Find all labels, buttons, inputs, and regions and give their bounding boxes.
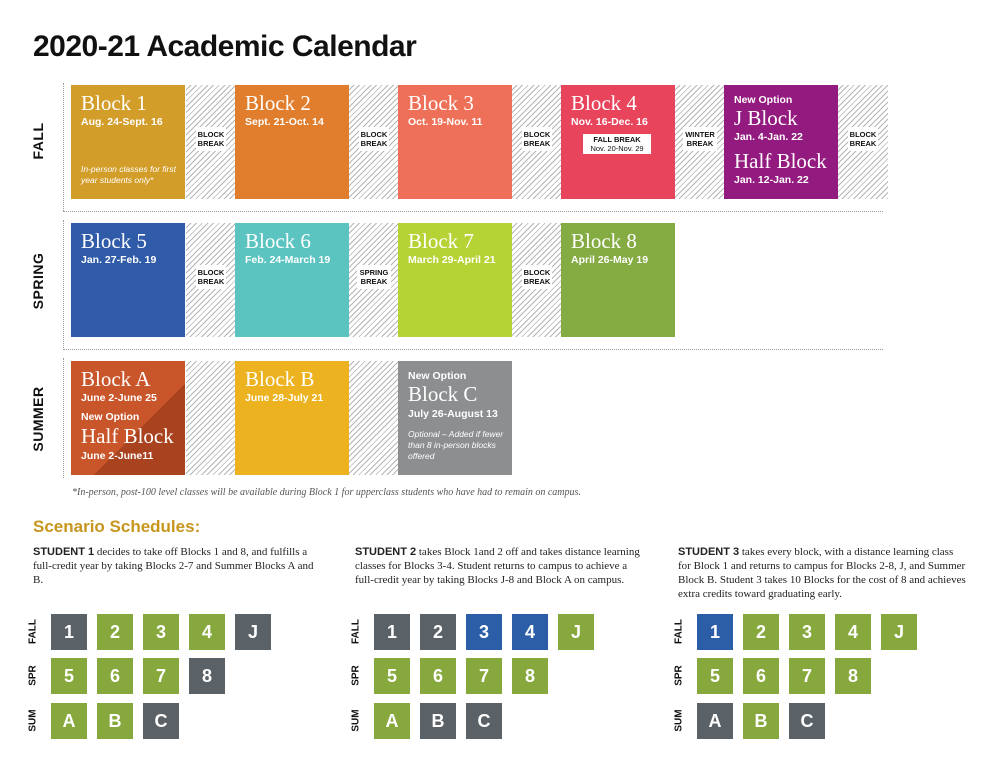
schedule-block-j: J	[881, 614, 917, 650]
block-name: Block 3	[408, 91, 474, 115]
half-block-name: Half Block	[81, 424, 174, 448]
block-break	[512, 85, 562, 199]
student-label: STUDENT 3	[678, 546, 740, 558]
block-name: Block 4	[571, 91, 637, 115]
block-c	[398, 361, 512, 475]
separator-fall-spring	[63, 211, 883, 212]
schedule-block-4: 4	[189, 614, 225, 650]
row-label-spr: SPR	[350, 665, 362, 686]
footnote: *In-person, post-100 level classes will be available during Block 1 for upperclass students who have had to remain on campus.	[72, 487, 581, 498]
row-label-spr: SPR	[27, 665, 39, 686]
schedule-block-j: J	[558, 614, 594, 650]
block-note: In-person classes for first year students only*	[81, 164, 176, 185]
season-label-fall: FALL	[30, 122, 46, 160]
schedule-block-2: 2	[97, 614, 133, 650]
break-label: BLOCK BREAK	[196, 265, 226, 289]
schedule-block-1: 1	[51, 614, 87, 650]
block-break	[512, 223, 562, 337]
schedule-block-c: C	[789, 703, 825, 739]
spring-break	[349, 223, 399, 337]
block-name: Block B	[245, 367, 315, 391]
fall-break-dates: Nov. 20-Nov. 29	[590, 144, 644, 153]
season-label-summer: SUMMER	[30, 386, 46, 452]
block-dates: Oct. 19-Nov. 11	[408, 116, 483, 128]
block-3	[398, 85, 512, 199]
block-name: Block A	[81, 367, 151, 391]
student-text: takes Block 1and 2 off and takes distance learning classes for Blocks 3-4. Student returns to campus to achieve a full-credit year by taking Blocks J-8 and Block A on campus.	[355, 546, 640, 586]
row-label-sum: SUM	[673, 709, 685, 732]
block-name: Block 1	[81, 91, 147, 115]
block-j	[724, 85, 838, 199]
schedule-block-5: 5	[697, 658, 733, 694]
schedule-block-8: 8	[835, 658, 871, 694]
break-label: BLOCK BREAK	[196, 127, 226, 151]
season-label-spring: SPRING	[30, 252, 46, 310]
student-text: takes every block, with a distance learning class for Block 1 and returns to campus for Blocks 2-8, J, and Summer Block B. Student 3 takes 10 Blocks for the cost of 8 and achieves extra credits toward graduating early.	[678, 546, 966, 600]
block-name: J Block	[734, 106, 798, 130]
block-dates: July 26-August 13	[408, 408, 498, 420]
separator-spring-summer	[63, 349, 883, 350]
fall-break-label	[583, 134, 651, 154]
break-label: BLOCK BREAK	[359, 127, 389, 151]
schedule-block-6: 6	[97, 658, 133, 694]
schedule-block-3: 3	[789, 614, 825, 650]
schedule-block-c: C	[143, 703, 179, 739]
block-6	[235, 223, 349, 337]
row-label-fall: FALL	[27, 619, 39, 644]
half-block-name: Half Block	[734, 149, 827, 173]
fall-break-title: FALL BREAK	[593, 135, 641, 144]
block-dates: Jan. 4-Jan. 22	[734, 131, 803, 143]
block-dates: April 26-May 19	[571, 254, 649, 266]
break-label: WINTER BREAK	[683, 127, 717, 151]
new-option-label: New Option	[734, 94, 793, 106]
row-label-spr: SPR	[673, 665, 685, 686]
schedule-block-b: B	[420, 703, 456, 739]
schedule-block-6: 6	[420, 658, 456, 694]
student-text: decides to take off Blocks 1 and 8, and fulfills a full-credit year by taking Blocks 2-7 and Summer Blocks A and B.	[33, 546, 314, 586]
schedule-block-1: 1	[374, 614, 410, 650]
block-dates: June 2-June 25	[81, 392, 157, 404]
block-dates: Sept. 21-Oct. 14	[245, 116, 324, 128]
block-2	[235, 85, 349, 199]
block-name: Block 7	[408, 229, 474, 253]
schedule-block-4: 4	[512, 614, 548, 650]
page-title: 2020-21 Academic Calendar	[33, 30, 417, 63]
block-dates: June 28-July 21	[245, 392, 324, 404]
block-dates: Jan. 27-Feb. 19	[81, 254, 157, 266]
schedule-block-3: 3	[143, 614, 179, 650]
row-label-fall: FALL	[350, 619, 362, 644]
schedule-block-3: 3	[466, 614, 502, 650]
season-guide-spring	[63, 220, 64, 348]
block-dates: Feb. 24-March 19	[245, 254, 331, 266]
block-4	[561, 85, 675, 199]
block-break	[838, 85, 888, 199]
half-block-dates: Jan. 12-Jan. 22	[734, 174, 809, 186]
schedule-block-2: 2	[420, 614, 456, 650]
scenario-title: Scenario Schedules:	[33, 517, 201, 536]
block-8	[561, 223, 675, 337]
hatched-gap	[186, 361, 236, 475]
winter-break	[675, 85, 725, 199]
season-guide-fall	[63, 83, 64, 211]
block-name: Block 8	[571, 229, 637, 253]
block-break	[349, 85, 399, 199]
schedule-block-a: A	[51, 703, 87, 739]
row-label-sum: SUM	[350, 709, 362, 732]
break-label: BLOCK BREAK	[848, 127, 878, 151]
schedule-block-6: 6	[743, 658, 779, 694]
student-2-description	[355, 545, 645, 587]
schedule-block-a: A	[374, 703, 410, 739]
schedule-block-b: B	[743, 703, 779, 739]
schedule-block-4: 4	[835, 614, 871, 650]
break-label: SPRING BREAK	[357, 265, 391, 289]
row-label-fall: FALL	[673, 619, 685, 644]
schedule-block-j: J	[235, 614, 271, 650]
schedule-block-5: 5	[374, 658, 410, 694]
block-1	[71, 85, 185, 199]
schedule-block-8: 8	[189, 658, 225, 694]
student-1-description	[33, 545, 323, 587]
new-option-label: New Option	[81, 411, 140, 423]
block-note: Optional – Added if fewer than 8 in-person blocks offered	[408, 429, 504, 461]
schedule-block-a: A	[697, 703, 733, 739]
student-label: STUDENT 2	[355, 546, 417, 558]
schedule-block-c: C	[466, 703, 502, 739]
block-a	[71, 361, 185, 475]
schedule-block-b: B	[97, 703, 133, 739]
schedule-block-1: 1	[697, 614, 733, 650]
schedule-block-7: 7	[789, 658, 825, 694]
block-name: Block C	[408, 382, 478, 406]
block-b	[235, 361, 349, 475]
student-label: STUDENT 1	[33, 546, 95, 558]
row-label-sum: SUM	[27, 709, 39, 732]
schedule-block-8: 8	[512, 658, 548, 694]
hatched-gap	[349, 361, 399, 475]
break-label: BLOCK BREAK	[522, 127, 552, 151]
schedule-block-2: 2	[743, 614, 779, 650]
block-name: Block 6	[245, 229, 311, 253]
block-7	[398, 223, 512, 337]
block-dates: Aug. 24-Sept. 16	[81, 116, 163, 128]
block-name: Block 2	[245, 91, 311, 115]
block-dates: March 29-April 21	[408, 254, 496, 266]
block-break	[186, 85, 236, 199]
new-option-label: New Option	[408, 370, 467, 382]
half-block-dates: June 2-June11	[81, 450, 154, 462]
block-dates: Nov. 16-Dec. 16	[571, 116, 648, 128]
schedule-block-7: 7	[466, 658, 502, 694]
student-3-description	[678, 545, 968, 601]
break-label: BLOCK BREAK	[522, 265, 552, 289]
schedule-block-5: 5	[51, 658, 87, 694]
block-name: Block 5	[81, 229, 147, 253]
season-guide-summer	[63, 358, 64, 478]
schedule-block-7: 7	[143, 658, 179, 694]
block-break	[186, 223, 236, 337]
block-5	[71, 223, 185, 337]
